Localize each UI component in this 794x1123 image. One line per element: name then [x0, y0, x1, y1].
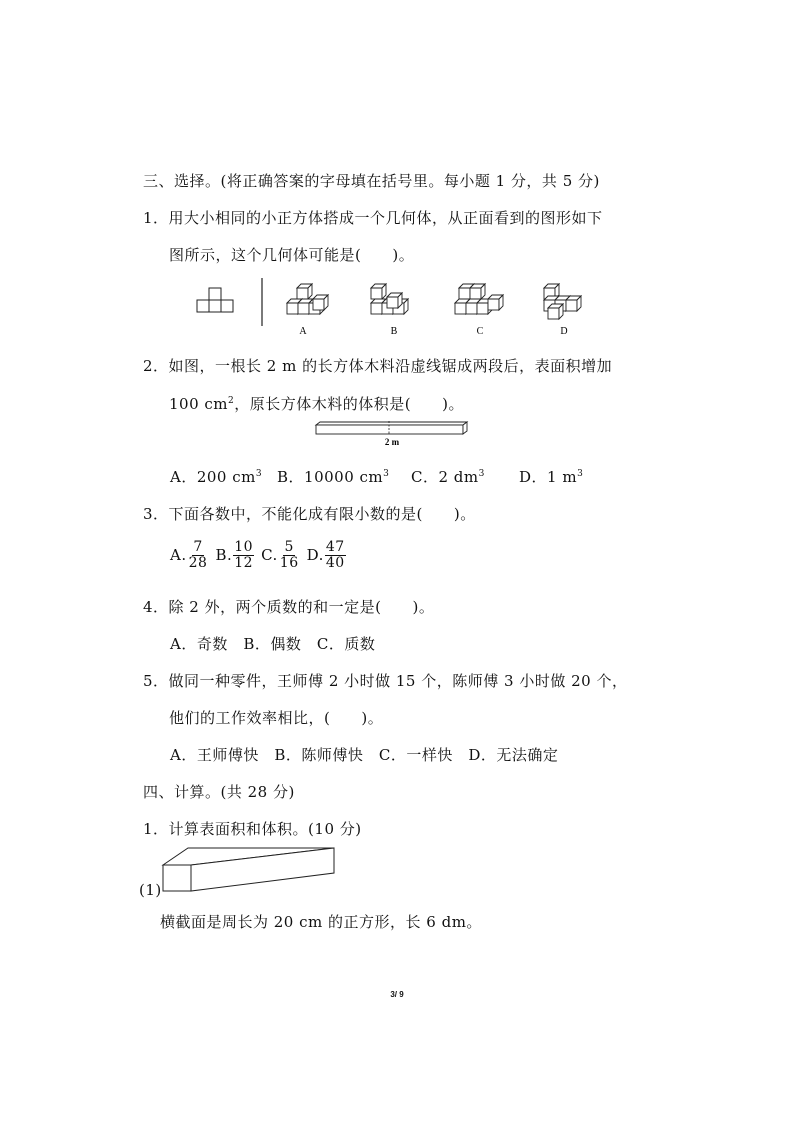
fraction-d-num: 47	[325, 539, 345, 555]
q2-option-b	[277, 466, 389, 487]
q2-option-a	[170, 466, 262, 487]
q2-option-c	[411, 466, 485, 487]
q2-option-a-text: A．200 cm	[170, 468, 256, 486]
fraction-c	[279, 540, 300, 570]
option-d-solid	[544, 284, 581, 319]
q2-area-value: 100 cm	[169, 395, 229, 413]
q1-line2: 图所示，这个几何体可能是( )。	[169, 246, 415, 264]
fraction-a-den: 28	[188, 554, 208, 571]
option-a-label: A	[299, 326, 307, 337]
q2-area-exponent: 2	[228, 396, 235, 406]
option-a-solid	[287, 284, 328, 314]
q1-figure	[190, 272, 610, 342]
q3-option-a-letter: A.	[170, 546, 187, 565]
s4-q1-line1: 1．计算表面积和体积。(10 分)	[143, 820, 362, 838]
q5-line1: 5．做同一种零件，王师傅 2 小时做 15 个，陈师傅 3 小时做 20 个，	[143, 672, 628, 690]
option-b-solid	[371, 284, 408, 314]
q3-option-d	[307, 540, 347, 570]
q2-line2	[169, 393, 464, 414]
q3-options	[170, 540, 353, 570]
q2-option-b-text: B．10000 cm	[277, 468, 384, 486]
s4-q1-sub-label: (1)	[139, 881, 162, 899]
q2-option-d-text: D．1 m	[519, 468, 578, 486]
q3-line1: 3．下面各数中，不能化成有限小数的是( )。	[143, 505, 476, 523]
q2-line2-rest: ，原长方体木料的体积是( )。	[234, 395, 464, 413]
q4-options: A．奇数 B．偶数 C．质数	[170, 635, 376, 653]
option-c-solid	[455, 284, 503, 314]
q3-option-a	[170, 540, 209, 570]
q2-option-d	[519, 466, 583, 487]
fraction-b-num: 10	[234, 539, 254, 555]
s4-q1-description: 横截面是周长为 20 cm 的正方形，长 6 dm。	[160, 913, 482, 931]
fraction-b	[233, 540, 254, 570]
page-number: 3/ 9	[390, 990, 404, 999]
fraction-c-num: 5	[284, 539, 294, 555]
fraction-b-den: 12	[234, 554, 254, 571]
q4-line1: 4．除 2 外，两个质数的和一定是( )。	[143, 598, 435, 616]
option-c-label: C	[476, 326, 484, 337]
q3-option-b	[215, 540, 255, 570]
q2-option-a-sup: 3	[255, 469, 263, 479]
fraction-a	[188, 540, 209, 570]
q2-option-c-sup: 3	[478, 469, 485, 479]
q5-line2: 他们的工作效率相比，( )。	[169, 709, 384, 727]
fraction-c-den: 16	[279, 554, 299, 571]
section-3-title: 三、选择。(将正确答案的字母填在括号里。每小题 1 分，共 5 分)	[143, 172, 600, 190]
q3-option-c-letter: C.	[261, 546, 278, 565]
q3-option-d-letter: D.	[306, 546, 324, 565]
front-view-shape	[197, 288, 233, 312]
q2-option-d-sup: 3	[577, 469, 584, 479]
q2-option-b-sup: 3	[383, 469, 390, 479]
s4-q1-cuboid-figure	[160, 843, 340, 895]
fraction-a-num: 7	[193, 539, 203, 555]
q2-option-c-text: C．2 dm	[411, 468, 479, 486]
section-4-title: 四、计算。(共 28 分)	[143, 783, 295, 801]
q1-line1: 1．用大小相同的小正方体搭成一个几何体，从正面看到的图形如下	[143, 209, 603, 227]
q5-options: A．王师傅快 B．陈师傅快 C．一样快 D．无法确定	[170, 746, 559, 764]
length-label: 2 m	[384, 437, 400, 447]
q3-option-b-letter: B.	[215, 546, 233, 565]
fraction-d	[325, 540, 346, 570]
fraction-d-den: 40	[325, 554, 345, 571]
q3-option-c	[261, 540, 301, 570]
option-d-label: D	[560, 326, 568, 337]
q2-line1: 2．如图，一根长 2 m 的长方体木料沿虚线锯成两段后，表面积增加	[143, 357, 613, 375]
option-b-label: B	[390, 326, 398, 337]
q2-timber-figure	[312, 421, 472, 451]
